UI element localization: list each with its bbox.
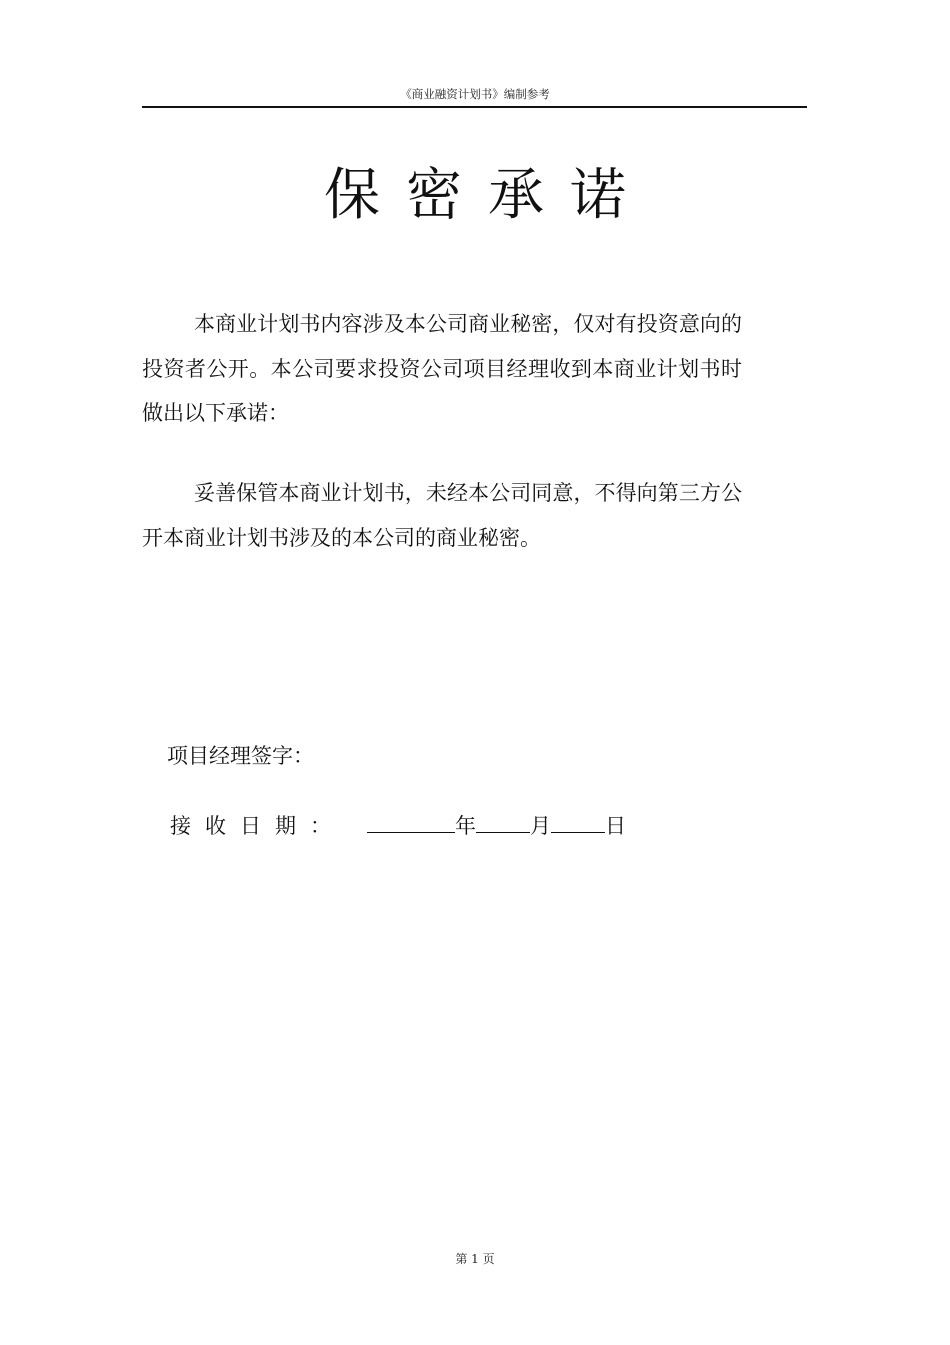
running-header: 《商业融资计划书》编制参考 <box>400 87 550 101</box>
month-blank <box>476 810 530 833</box>
receipt-date-field <box>170 808 626 844</box>
day-blank <box>551 810 605 833</box>
month-unit: 月 <box>530 814 551 838</box>
paragraph-confidentiality-scope: 本商业计划书内容涉及本公司商业秘密，仅对有投资意向的投资者公开。本公司要求投资公司项目经理收到本商业计划书时做出以下承诺： <box>142 312 742 425</box>
year-blank <box>367 810 455 833</box>
paragraph-commitment: 妥善保管本商业计划书，未经本公司同意，不得向第三方公开本商业计划书涉及的本公司的商业秘密。 <box>142 481 742 550</box>
year-unit: 年 <box>455 814 476 838</box>
receipt-date-label: 接收日期： <box>170 814 345 838</box>
header-divider <box>142 106 807 108</box>
document-title: 保密承诺 <box>324 163 652 228</box>
day-unit: 日 <box>605 814 626 838</box>
signature-label: 项目经理签字： <box>167 744 314 768</box>
page-number: 第 1 页 <box>455 1252 495 1266</box>
signature-field <box>167 738 314 774</box>
